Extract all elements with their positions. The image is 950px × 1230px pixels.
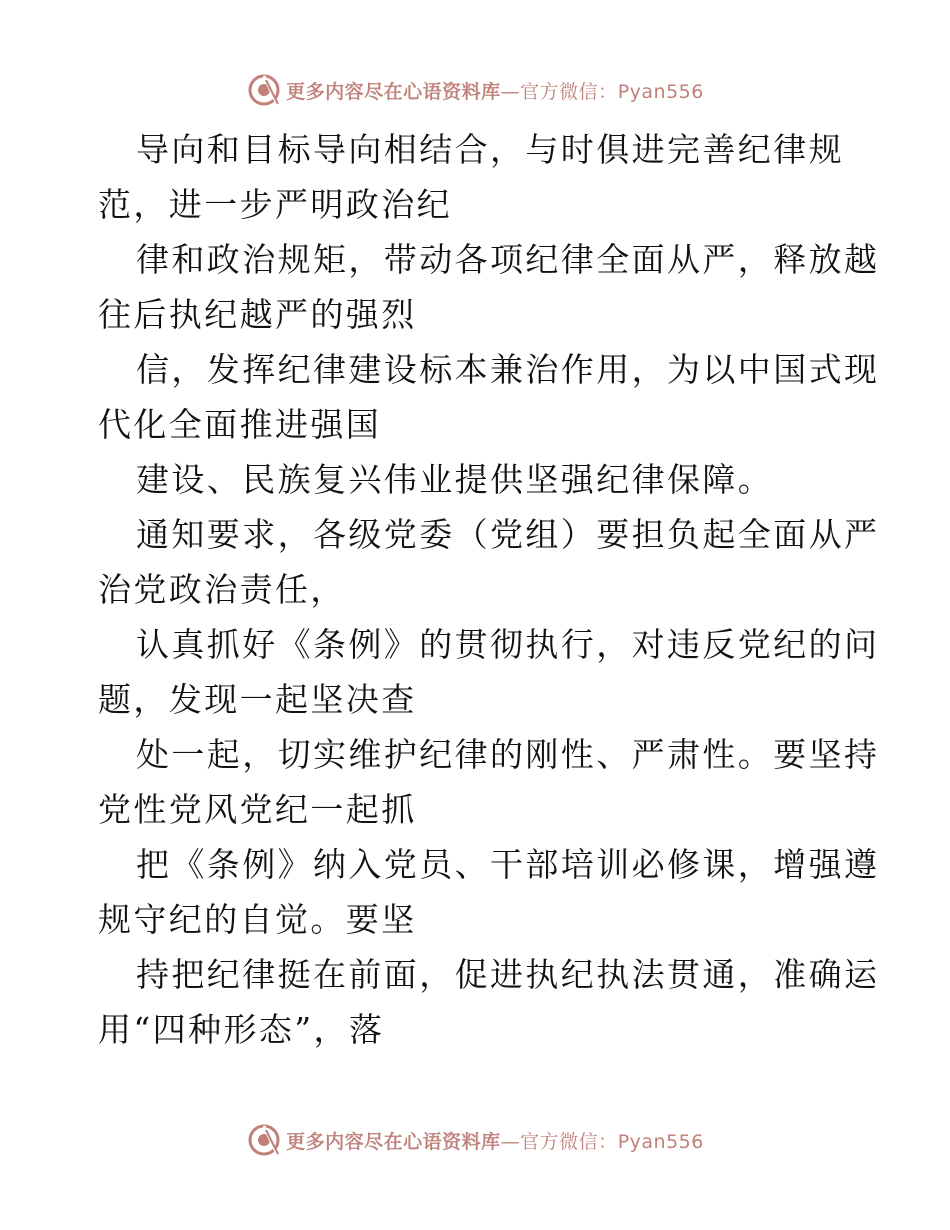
watermark-title: 更多内容尽在心语资料库 bbox=[286, 80, 501, 103]
watermark-title: 更多内容尽在心语资料库 bbox=[286, 1130, 501, 1153]
watermark-text bbox=[286, 1127, 704, 1154]
watermark-contact-label: 官方微信： bbox=[520, 80, 618, 103]
text-line: 导向和目标导向相结合，与时俱进完善纪律规 bbox=[136, 130, 844, 169]
text-line: 代化全面推进强国 bbox=[98, 405, 382, 444]
watermark-separator: — bbox=[500, 1130, 521, 1153]
watermark-contact-id: Pyan556 bbox=[617, 1130, 704, 1153]
text-line: 持把纪律挺在前面，促进执纪执法贯通，准确运 bbox=[136, 955, 880, 994]
watermark-contact-id: Pyan556 bbox=[617, 80, 704, 103]
watermark-contact-label: 官方微信： bbox=[520, 1130, 618, 1153]
text-line: 通知要求，各级党委（党组）要担负起全面从严 bbox=[136, 515, 880, 554]
text-line: 律和政治规矩，带动各项纪律全面从严，释放越 bbox=[136, 240, 880, 279]
watermark-text bbox=[286, 77, 704, 104]
text-line: 治党政治责任， bbox=[98, 570, 346, 609]
watermark-separator: — bbox=[500, 80, 521, 103]
brand-logo-icon bbox=[246, 1122, 282, 1158]
text-line: 信，发挥纪律建设标本兼治作用，为以中国式现 bbox=[136, 350, 880, 389]
text-line: 认真抓好《条例》的贯彻执行，对违反党纪的问 bbox=[136, 625, 880, 664]
text-line: 建设、民族复兴伟业提供坚强纪律保障。 bbox=[136, 460, 774, 499]
text-line: 用“四种形态”，落 bbox=[98, 1010, 385, 1049]
footer-watermark bbox=[0, 1120, 950, 1160]
text-line: 题，发现一起坚决查 bbox=[98, 680, 417, 719]
text-line: 党性党风党纪一起抓 bbox=[98, 790, 417, 829]
text-line: 处一起，切实维护纪律的刚性、严肃性。要坚持 bbox=[136, 735, 880, 774]
text-line: 范，进一步严明政治纪 bbox=[98, 185, 452, 224]
text-line: 规守纪的自觉。要坚 bbox=[98, 900, 417, 939]
document-body bbox=[98, 122, 880, 1057]
brand-logo-icon bbox=[246, 72, 282, 108]
text-line: 把《条例》纳入党员、干部培训必修课，增强遵 bbox=[136, 845, 880, 884]
header-watermark bbox=[0, 70, 950, 110]
text-line: 往后执纪越严的强烈 bbox=[98, 295, 417, 334]
